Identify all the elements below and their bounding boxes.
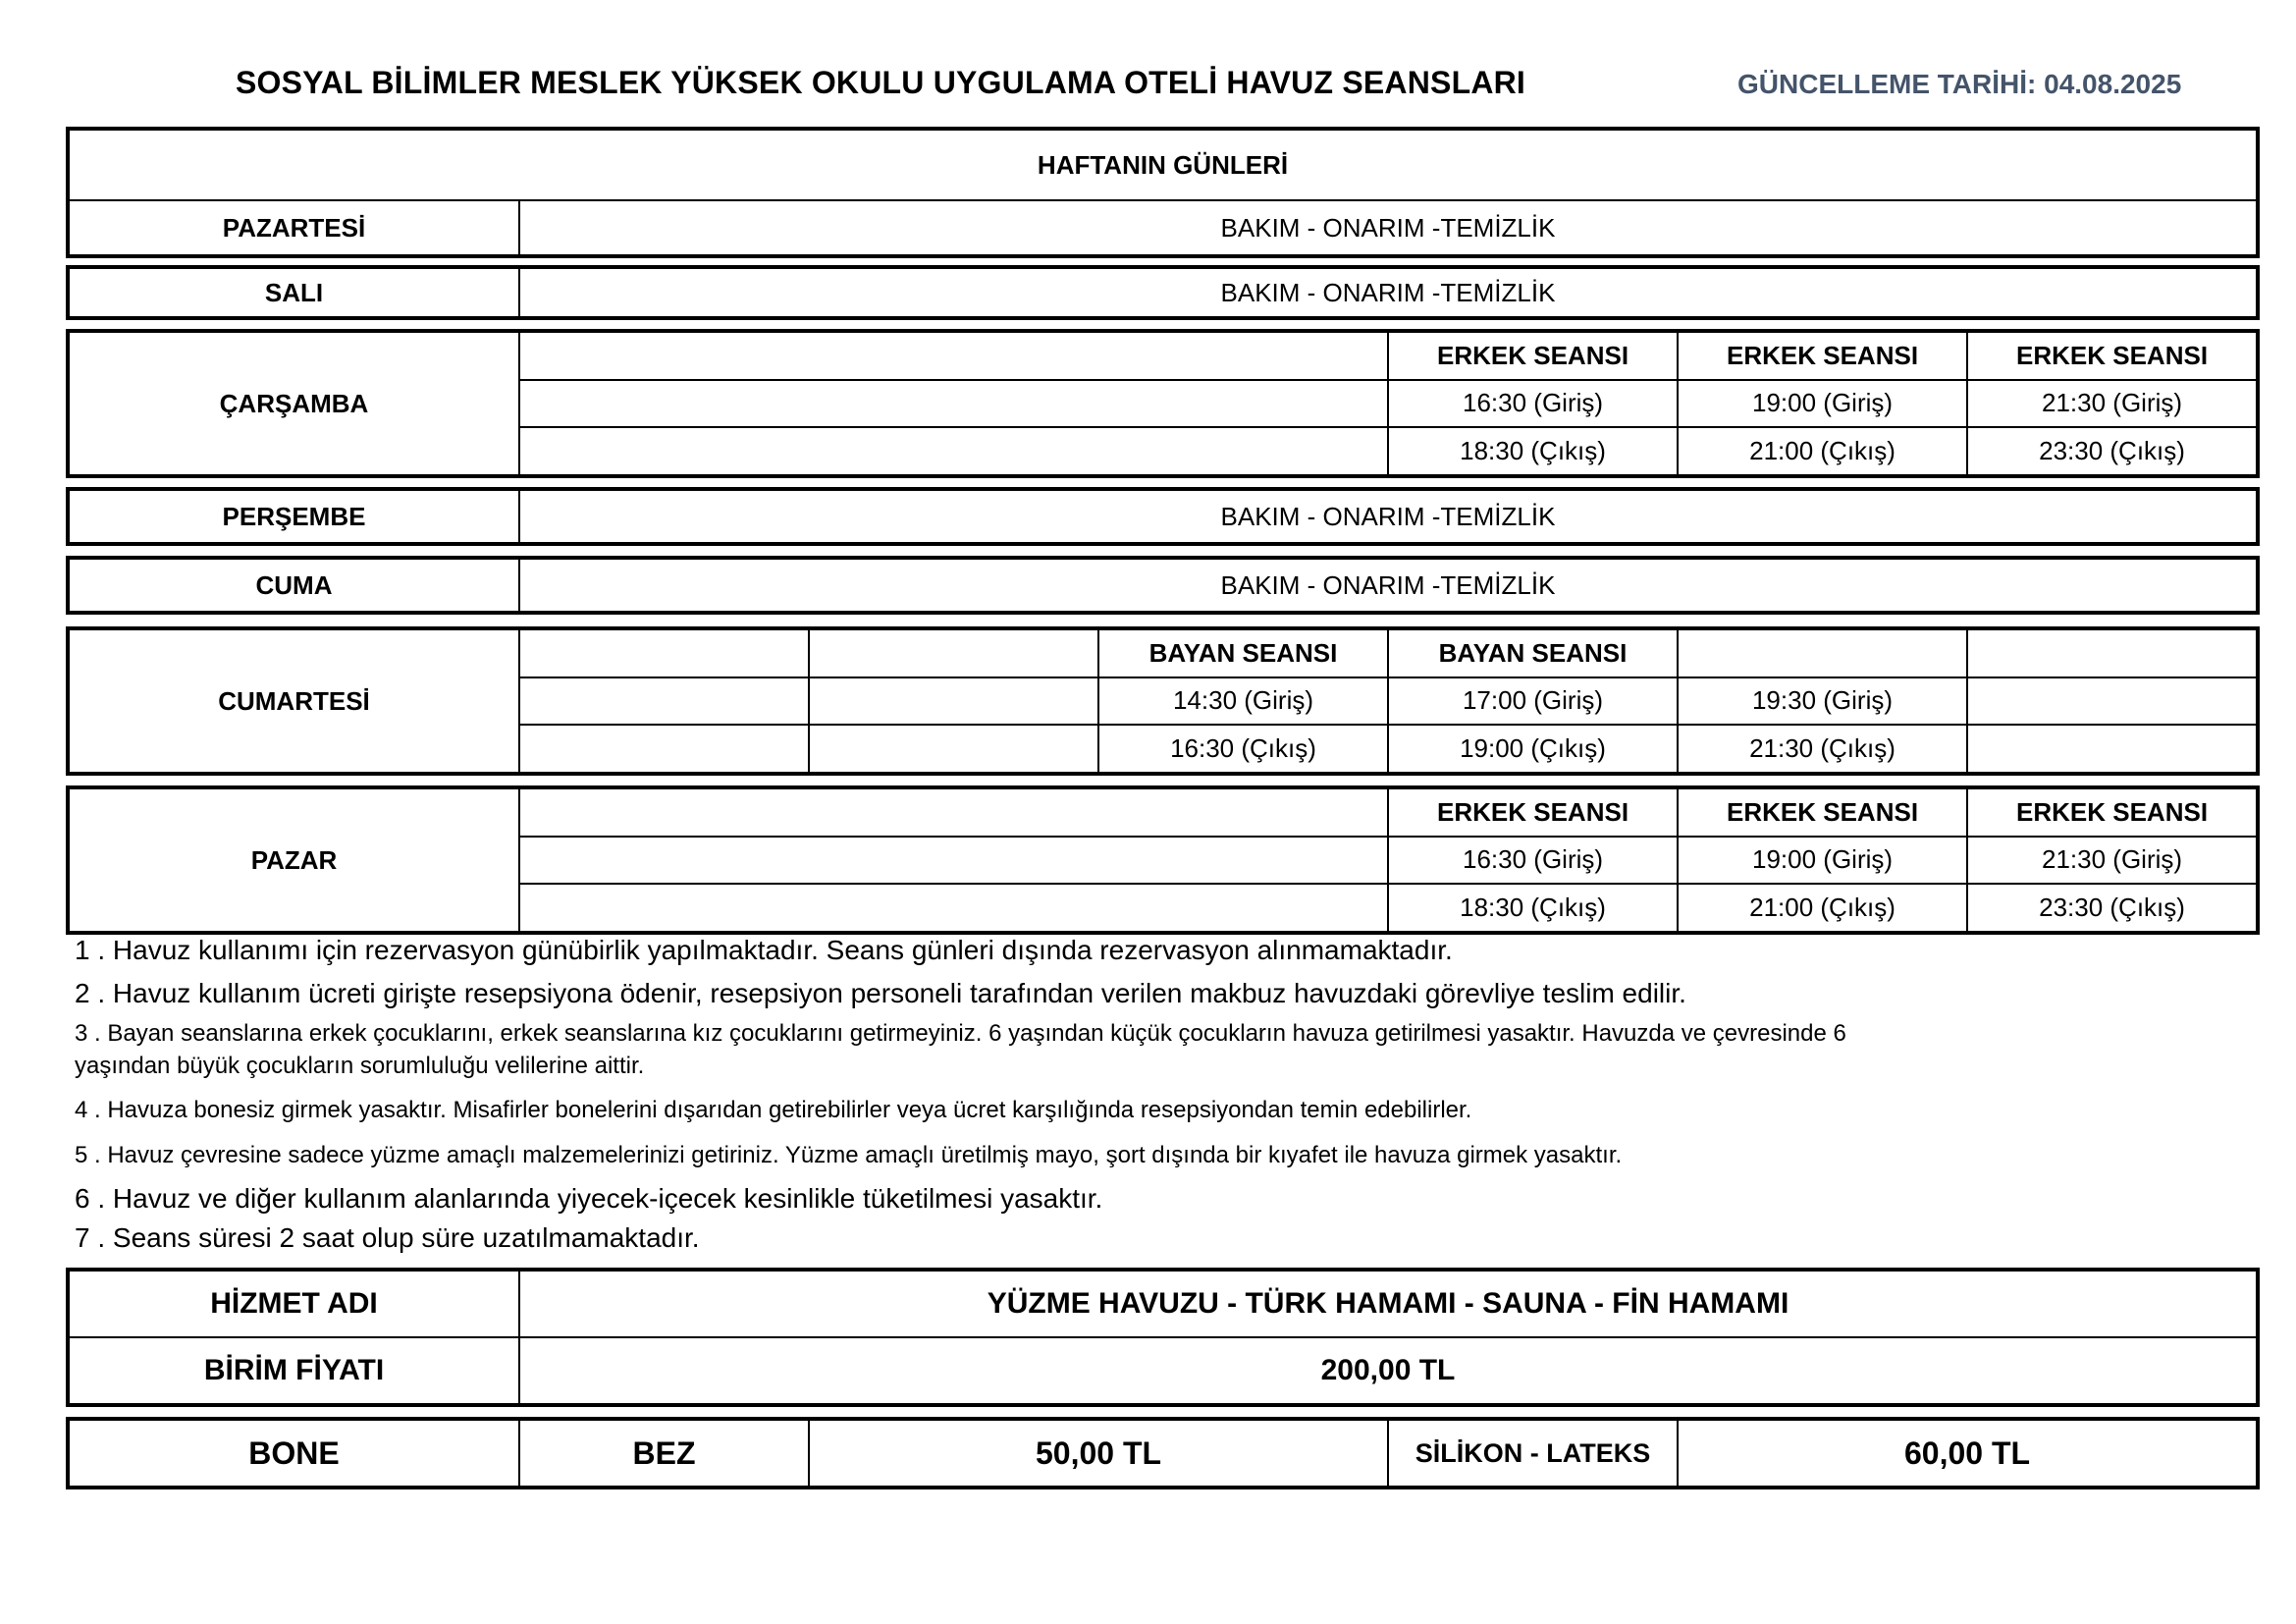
empty-cell xyxy=(519,884,1388,932)
session-type: ERKEK SEANSI xyxy=(1388,332,1678,380)
session-in: 21:30 (Giriş) xyxy=(1967,380,2257,428)
empty-cell xyxy=(519,427,1388,475)
session-in: 16:30 (Giriş) xyxy=(1388,837,1678,885)
rule-item: 3 . Bayan seanslarına erkek çocuklarını, erkek seanslarına kız çocuklarını getirmeyiniz. 6 yaşından küçük çocukların havuza getirilmesi yasaktır. Havuzda ve çevresinde 6 xyxy=(75,1020,1846,1047)
saturday-table xyxy=(68,628,2258,774)
pricing-table xyxy=(68,1270,2258,1405)
tuesday-status: BAKIM - ONARIM -TEMİZLİK xyxy=(519,268,2257,317)
session-out: 19:00 (Çıkış) xyxy=(1388,725,1678,773)
session-in: 19:00 (Giriş) xyxy=(1678,837,1967,885)
session-type: ERKEK SEANSI xyxy=(1388,788,1678,837)
day-wednesday: ÇARŞAMBA xyxy=(69,332,519,475)
session-out: 21:00 (Çıkış) xyxy=(1678,427,1967,475)
wednesday-table xyxy=(68,331,2258,476)
rule-item: 4 . Havuza bonesiz girmek yasaktır. Misafirler bonelerini dışarıdan getirebilirler veya ücret karşılığında resepsiyondan temin edebilirler. xyxy=(75,1097,1472,1123)
empty-cell xyxy=(809,629,1098,677)
session-out: 18:30 (Çıkış) xyxy=(1388,884,1678,932)
monday-status: BAKIM - ONARIM -TEMİZLİK xyxy=(519,200,2257,255)
rules-list xyxy=(75,933,2273,1256)
sunday-table xyxy=(68,787,2258,933)
cap-type-cloth: BEZ xyxy=(519,1420,809,1487)
session-out: 23:30 (Çıkış) xyxy=(1967,884,2257,932)
rule-item: 5 . Havuz çevresine sadece yüzme amaçlı malzemelerinizi getiriniz. Yüzme amaçlı üretilmiş mayo, şort dışında bir kıyafet ile havuza girmek yasaktır. xyxy=(75,1142,1623,1168)
rule-item: 1 . Havuz kullanımı için rezervasyon günübirlik yapılmaktadır. Seans günleri dışında rezervasyon alınmamaktadır. xyxy=(75,935,1453,965)
day-sunday: PAZAR xyxy=(69,788,519,932)
friday-table xyxy=(68,558,2258,613)
session-out: 16:30 (Çıkış) xyxy=(1098,725,1388,773)
session-type: BAYAN SEANSI xyxy=(1098,629,1388,677)
session-type: ERKEK SEANSI xyxy=(1967,332,2257,380)
session-in: 16:30 (Giriş) xyxy=(1388,380,1678,428)
schedule-header-table xyxy=(68,129,2258,256)
empty-cell xyxy=(519,629,809,677)
rule-item: 7 . Seans süresi 2 saat olup süre uzatılmamaktadır. xyxy=(75,1222,700,1253)
session-in: 19:30 (Giriş) xyxy=(1678,677,1967,726)
session-type: ERKEK SEANSI xyxy=(1967,788,2257,837)
session-out: 21:30 (Çıkış) xyxy=(1678,725,1967,773)
thursday-status: BAKIM - ONARIM -TEMİZLİK xyxy=(519,490,2257,543)
rule-item: 2 . Havuz kullanım ücreti girişte resepsiyona ödenir, resepsiyon personeli tarafından verilen makbuz havuzdaki görevliye teslim edilir. xyxy=(75,978,1686,1008)
unit-price-value: 200,00 TL xyxy=(519,1337,2257,1404)
session-in: 14:30 (Giriş) xyxy=(1098,677,1388,726)
week-days-heading: HAFTANIN GÜNLERİ xyxy=(69,130,2257,200)
cap-price-table xyxy=(68,1419,2258,1488)
rule-item: yaşından büyük çocukların sorumluluğu velilerine aittir. xyxy=(75,1053,645,1079)
session-out: 18:30 (Çıkış) xyxy=(1388,427,1678,475)
day-friday: CUMA xyxy=(69,559,519,612)
friday-status: BAKIM - ONARIM -TEMİZLİK xyxy=(519,559,2257,612)
session-out: 23:30 (Çıkış) xyxy=(1967,427,2257,475)
cap-price-silicone: 60,00 TL xyxy=(1678,1420,2257,1487)
session-in: 19:00 (Giriş) xyxy=(1678,380,1967,428)
session-in: 21:30 (Giriş) xyxy=(1967,837,2257,885)
cap-label: BONE xyxy=(69,1420,519,1487)
empty-cell xyxy=(1967,725,2257,773)
session-out: 21:00 (Çıkış) xyxy=(1678,884,1967,932)
empty-cell xyxy=(519,677,809,726)
empty-cell xyxy=(1967,629,2257,677)
empty-cell xyxy=(519,788,1388,837)
tuesday-table xyxy=(68,267,2258,318)
empty-cell xyxy=(519,380,1388,428)
empty-cell xyxy=(1967,677,2257,726)
empty-cell xyxy=(809,677,1098,726)
service-label: HİZMET ADI xyxy=(69,1271,519,1337)
day-thursday: PERŞEMBE xyxy=(69,490,519,543)
cap-price-cloth: 50,00 TL xyxy=(809,1420,1388,1487)
thursday-table xyxy=(68,489,2258,544)
update-date: GÜNCELLEME TARİHİ: 04.08.2025 xyxy=(1737,69,2182,99)
service-value: YÜZME HAVUZU - TÜRK HAMAMI - SAUNA - FİN HAMAMI xyxy=(519,1271,2257,1337)
session-type xyxy=(1678,629,1967,677)
unit-price-label: BİRİM FİYATI xyxy=(69,1337,519,1404)
session-type: BAYAN SEANSI xyxy=(1388,629,1678,677)
page-title: SOSYAL BİLİMLER MESLEK YÜKSEK OKULU UYGULAMA OTELİ HAVUZ SEANSLARI xyxy=(236,65,1526,100)
session-type: ERKEK SEANSI xyxy=(1678,332,1967,380)
cap-type-silicone: SİLİKON - LATEKS xyxy=(1388,1420,1678,1487)
empty-cell xyxy=(809,725,1098,773)
empty-cell xyxy=(519,725,809,773)
day-saturday: CUMARTESİ xyxy=(69,629,519,773)
empty-cell xyxy=(519,837,1388,885)
session-in: 17:00 (Giriş) xyxy=(1388,677,1678,726)
rule-item: 6 . Havuz ve diğer kullanım alanlarında yiyecek-içecek kesinlikle tüketilmesi yasaktır. xyxy=(75,1183,1103,1214)
session-type: ERKEK SEANSI xyxy=(1678,788,1967,837)
empty-cell xyxy=(519,332,1388,380)
day-monday: PAZARTESİ xyxy=(69,200,519,255)
day-tuesday: SALI xyxy=(69,268,519,317)
